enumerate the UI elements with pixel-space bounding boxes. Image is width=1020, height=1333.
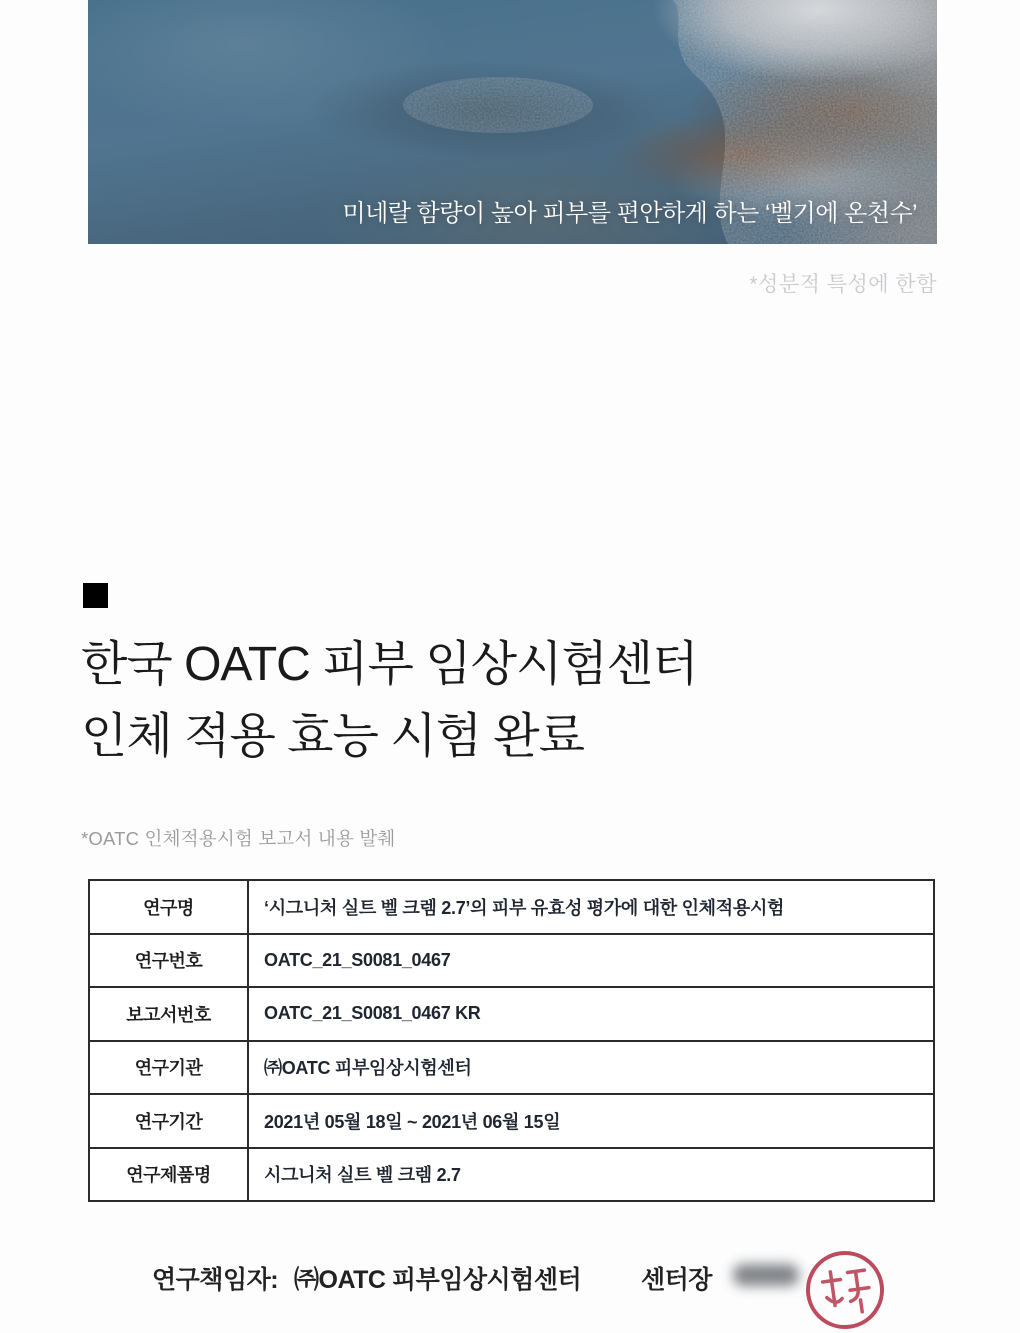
page-title [81, 629, 697, 773]
row-label: 연구제품명 [89, 1148, 248, 1202]
seal-stamp-icon [802, 1247, 888, 1333]
report-footnote: *OATC 인체적용시험 보고서 내용 발췌 [81, 828, 396, 849]
table-row [89, 987, 934, 1041]
row-label: 연구번호 [89, 934, 248, 988]
row-label: 보고서번호 [89, 987, 248, 1041]
row-value: OATC_21_S0081_0467 KR [248, 987, 934, 1041]
row-value: ㈜OATC 피부임상시험센터 [248, 1041, 934, 1095]
investigator-title: 센터장 [641, 1266, 712, 1294]
row-label: 연구기간 [89, 1094, 248, 1148]
photo-caption: 미네랄 함량이 높아 피부를 편안하게 하는 ‘벨기에 온천수’ [342, 200, 917, 227]
redacted-name [733, 1264, 799, 1286]
investigator-org: ㈜OATC 피부임상시험센터 [294, 1266, 582, 1294]
ingredient-disclaimer: *성분적 특성에 한함 [749, 273, 937, 296]
table-row [89, 934, 934, 988]
title-line-2: 인체 적용 효능 시험 완료 [81, 710, 585, 763]
row-value: ‘시그니처 실트 벨 크렘 2.7’의 피부 유효성 평가에 대한 인체적용시험 [248, 880, 934, 934]
row-value: 시그니처 실트 벨 크렘 2.7 [248, 1148, 934, 1202]
row-label: 연구기관 [89, 1041, 248, 1095]
signature-row [88, 1256, 988, 1316]
table-row [89, 1094, 934, 1148]
row-label: 연구명 [89, 880, 248, 934]
row-value: 2021년 05월 18일 ~ 2021년 06월 15일 [248, 1094, 934, 1148]
table-row [89, 1148, 934, 1202]
table-row [89, 880, 934, 934]
section-marker [83, 583, 108, 608]
table-row [89, 1041, 934, 1095]
title-line-1: 한국 OATC 피부 임상시험센터 [81, 638, 698, 691]
investigator-label: 연구책임자: [152, 1266, 279, 1294]
row-value: OATC_21_S0081_0467 [248, 934, 934, 988]
clinical-report-table [88, 879, 935, 1202]
hot-spring-photo [88, 0, 937, 244]
